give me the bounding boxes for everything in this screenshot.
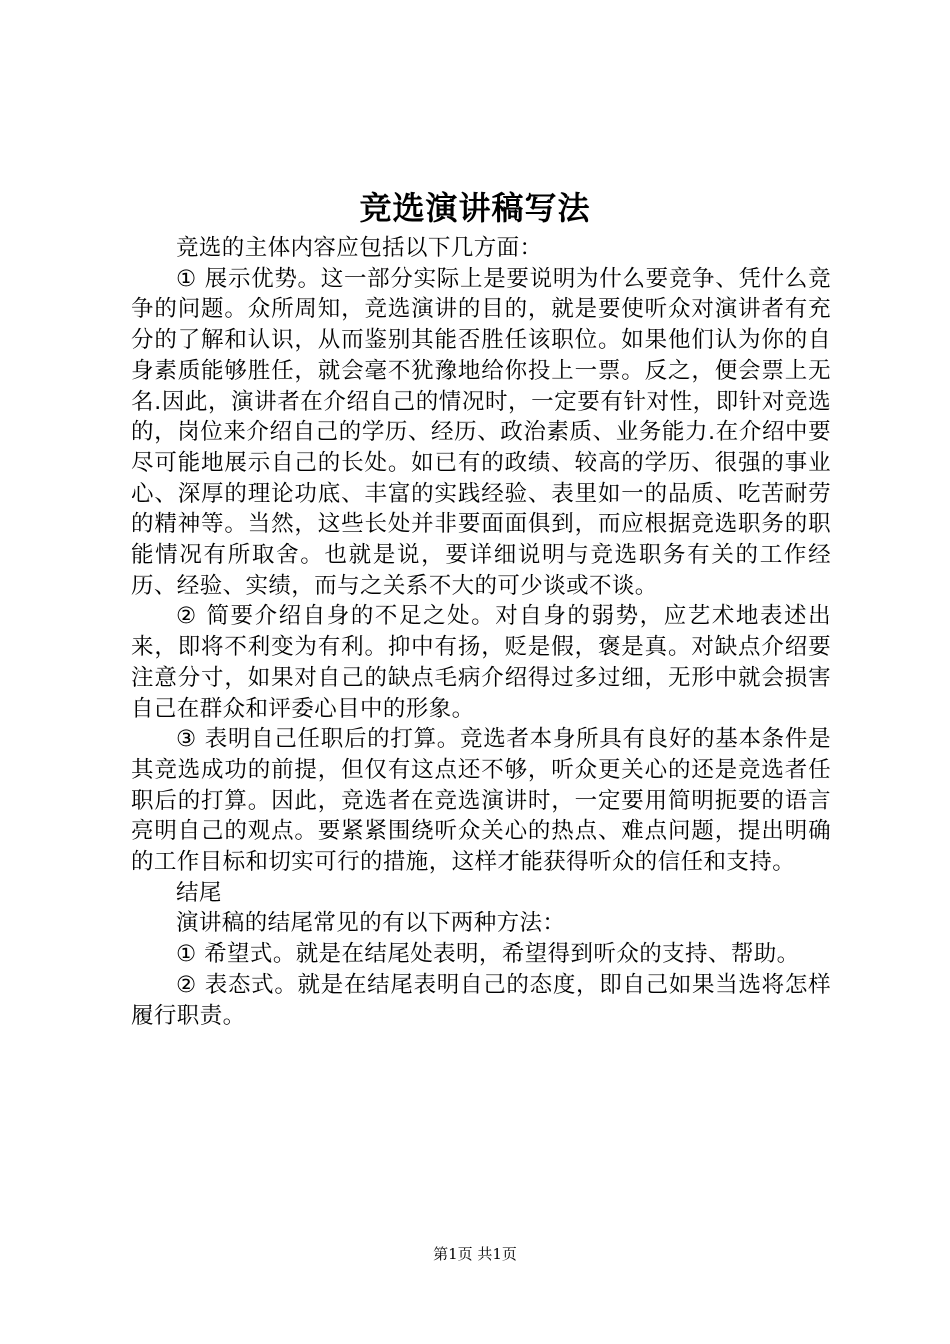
paragraph-weaknesses: ② 简要介绍自身的不足之处。对自身的弱势，应艺术地表述出来，即将不利变为有利。抑中有扬，贬是假，褒是真。对缺点介绍要注意分寸，如果对自己的缺点毛病介绍得过多过细，无形中就会损害自己在群众和评委心目中的形象。 bbox=[131, 603, 831, 722]
paragraph-plans: ③ 表明自己任职后的打算。竞选者本身所具有良好的基本条件是其竞选成功的前提，但仅有这点还不够，听众更关心的还是竞选者任职后的打算。因此，竞选者在竞选演讲时，一定要用简明扼要的语言亮明自己的观点。要紧紧围绕听众关心的热点、难点问题，提出明确的工作目标和切实可行的措施，这样才能获得听众的信任和支持。 bbox=[131, 726, 831, 876]
paragraph-show-strengths: ① 展示优势。这一部分实际上是要说明为什么要竞争、凭什么竞争的问题。众所周知，竞选演讲的目的，就是要使听众对演讲者有充分的了解和认识，从而鉴别其能否胜任该职位。如果他们认为你的自身素质能够胜任，就会毫不犹豫地给你投上一票。反之，便会票上无名.因此，演讲者在介绍自己的情况时，一定要有针对性，即针对竞选的，岗位来介绍自己的学历、经历、政治素质、业务能力.在介绍中要尽可能地展示自己的长处。如已有的政绩、较高的学历、很强的事业心、深厚的理论功底、丰富的实践经验、表里如一的品质、吃苦耐劳的精神等。当然，这些长处并非要面面俱到，而应根据竞选职务的职能情况有所取舍。也就是说，要详细说明与竞选职务有关的工作经历、经验、实绩，而与之关系不大的可少谈或不谈。 bbox=[131, 265, 831, 599]
paragraph-ending-intro: 演讲稿的结尾常见的有以下两种方法： bbox=[176, 910, 566, 937]
page-footer: 第1页 共1页 bbox=[433, 1245, 517, 1263]
paragraph-ending-pledge: ② 表态式。就是在结尾表明自己的态度，即自己如果当选将怎样履行职责。 bbox=[131, 971, 831, 1029]
section-heading-ending: 结尾 bbox=[176, 879, 222, 906]
paragraph-intro: 竞选的主体内容应包括以下几方面： bbox=[176, 235, 543, 261]
document-body bbox=[131, 233, 831, 1031]
document-title: 竞选演讲稿写法 bbox=[359, 189, 591, 227]
paragraph-ending-hope: ① 希望式。就是在结尾处表明，希望得到听众的支持、帮助。 bbox=[176, 941, 800, 968]
